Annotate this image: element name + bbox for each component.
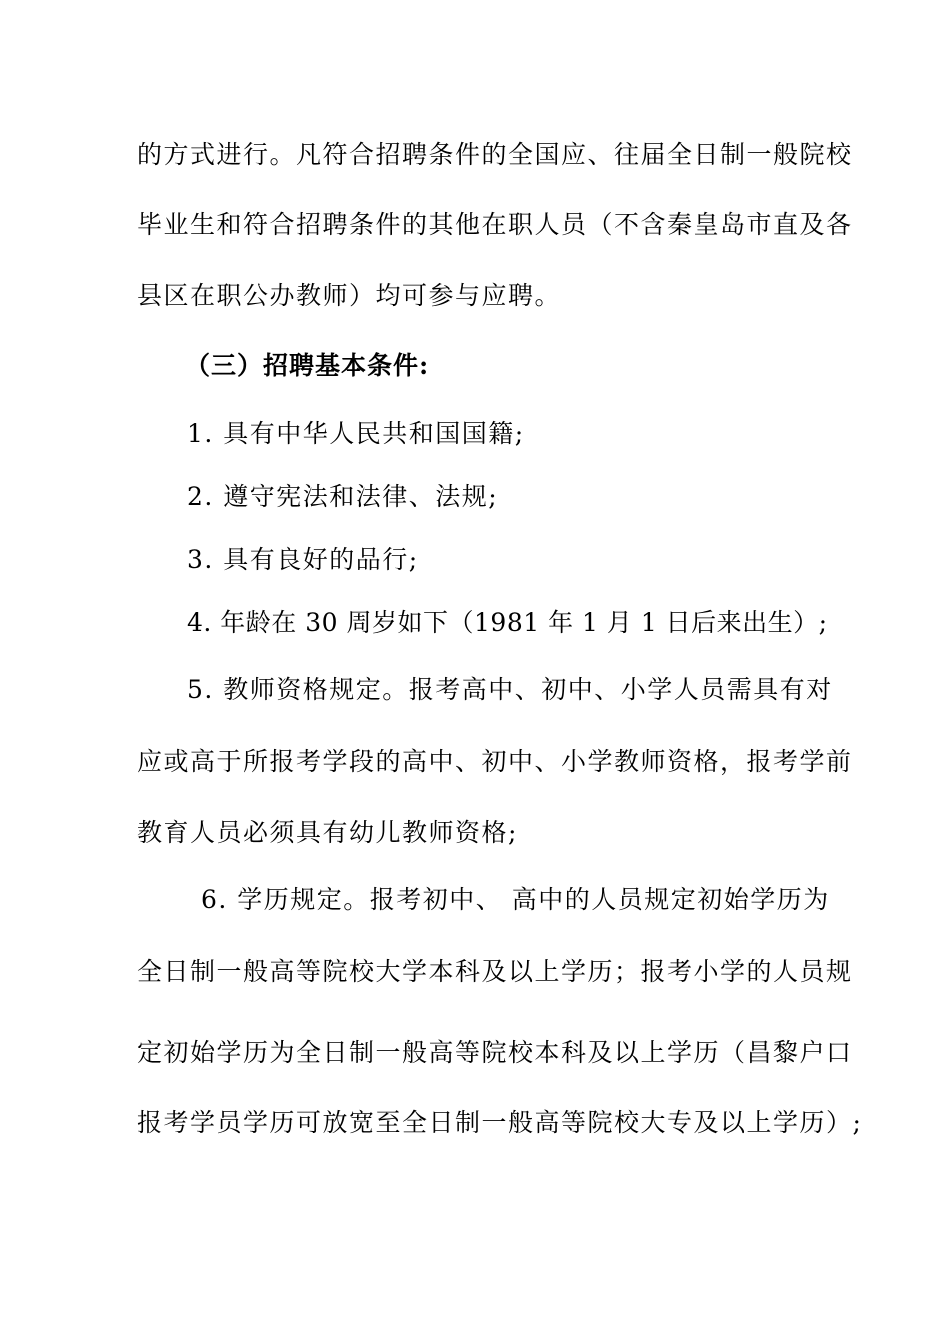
list-item-6-line-3: 定初始学历为全日制一般高等院校本科及以上学历（昌黎户口 [137,1038,853,1067]
list-item-5-line-1: 5. 教师资格规定。报考高中、初中、小学人员需具有对 [187,675,833,704]
section-heading: （三）招聘基本条件: [185,351,430,380]
list-item-2: 2. 遵守宪法和法律、法规; [187,482,499,511]
paragraph-line-1: 的方式进行。凡符合招聘条件的全国应、往届全日制一般院校 [137,140,853,169]
paragraph-line-2: 毕业生和符合招聘条件的其他在职人员（不含秦皇岛市直及各 [137,210,853,239]
list-item-5-line-3: 教育人员必须具有幼儿教师资格; [137,818,518,847]
list-item-6-line-1: 6. 学历规定。报考初中、 高中的人员规定初始学历为 [201,885,830,914]
list-item-6-line-4: 报考学员学历可放宽至全日制一般高等院校大专及以上学历）; [137,1108,863,1137]
list-item-6-line-2: 全日制一般高等院校大学本科及以上学历；报考小学的人员规 [137,957,853,986]
paragraph-line-3: 县区在职公办教师）均可参与应聘。 [137,281,562,310]
list-item-4: 4. 年龄在 30 周岁如下（1981 年 1 月 1 日后来出生）; [187,608,828,637]
list-item-5-line-2: 应或高于所报考学段的高中、初中、小学教师资格，报考学前 [137,747,853,776]
list-item-3: 3. 具有良好的品行; [187,545,419,574]
list-item-1: 1. 具有中华人民共和国国籍; [187,419,525,448]
